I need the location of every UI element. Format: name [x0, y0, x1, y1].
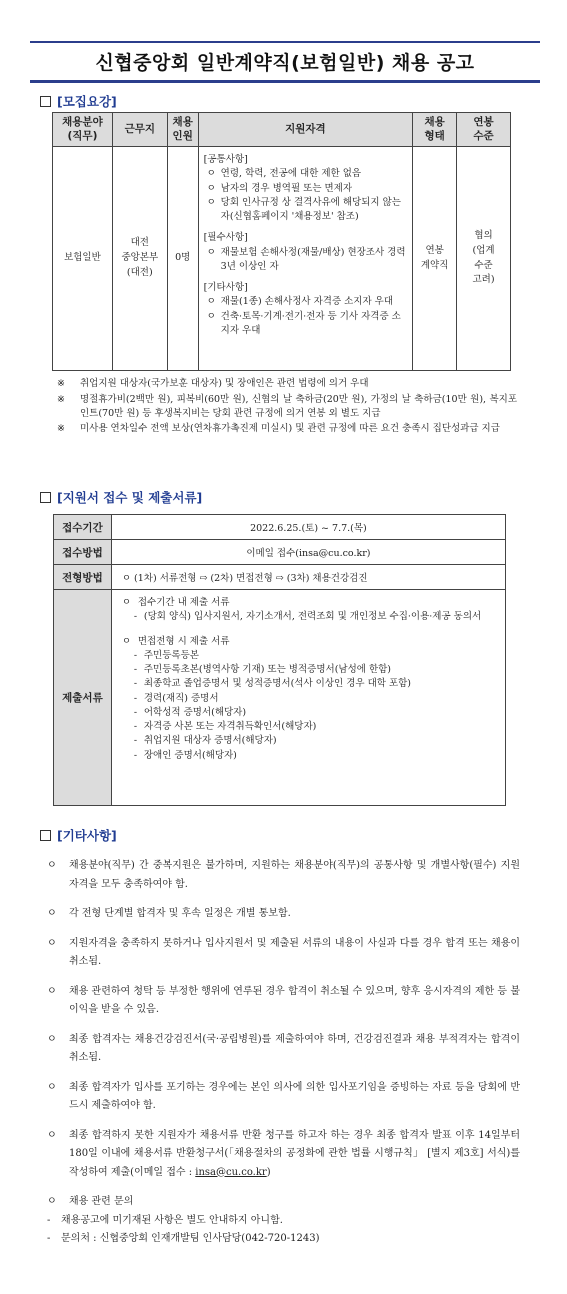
qual-group-required: [204, 231, 408, 274]
list-item: ㅇ 재물보험 손해사정(재물/배상) 현장조사 경력 3년 이상인 자: [206, 246, 406, 272]
label-process: 전형방법: [54, 565, 112, 590]
header-salary: 연봉 수준: [457, 113, 511, 147]
qual-group-other: [204, 281, 408, 338]
list-item: - 경력(재직) 증명서: [133, 692, 219, 704]
cell-headcount: 0명: [167, 147, 198, 371]
list-item: ㅇ 채용 관련하여 청탁 등 부정한 행위에 연루된 경우 합격이 취소될 수 있으며, 향후 응시자격의 제한 등 불이익을 받을 수 있음.: [47, 985, 520, 1015]
section-heading-recruitment: [40, 92, 117, 110]
cell-type: 연봉 계약직: [413, 147, 457, 371]
note-item: ※ 미사용 연차일수 전액 보상(연차휴가촉진제 미실시) 및 관련 규정에 따른 요건 충족시 집단성과급 지급: [57, 423, 500, 435]
list-item: ㅇ 건축·토목·기계·전기·전자 등 기사 자격증 소지자 우대: [206, 310, 401, 336]
list-item: ㅇ 각 전형 단계별 합격자 및 후속 일정은 개별 통보함.: [47, 908, 291, 919]
checkbox-square-icon: [40, 492, 51, 503]
section-heading-other: [40, 826, 117, 844]
email-link[interactable]: insa@cu.co.kr: [195, 1166, 267, 1178]
list-item: ㅇ 최종 합격자는 채용건강검진서(국·공립병원)를 제출하여야 하며, 건강검진결과 채용 부적격자는 합격이 취소됨.: [47, 1033, 520, 1063]
cell-qualification: [198, 147, 413, 371]
cell-location: 대전 중앙본부 (대전): [112, 147, 167, 371]
list-item: ㅇ 당회 인사규정 상 결격사유에 해당되지 않는 자(신협홈페이지 '채용정보' 참조): [206, 196, 401, 222]
note-item: ※ 명절휴가비(2백만 원), 피복비(60만 원), 신협의 날 축하금(20만 원), 가정의 날 축하금(10만 원), 복지포인트(70만 원) 등 후생복지비는 당회 관련 규정에 의거 연봉 외 별도 지급: [57, 393, 517, 419]
header-location: 근무지: [112, 113, 167, 147]
checkbox-square-icon: [40, 830, 51, 841]
header-headcount: 채용 인원: [167, 113, 198, 147]
recruitment-table: [52, 112, 511, 371]
list-item: - 자격증 사본 또는 자격취득확인서(해당자): [133, 721, 317, 732]
list-item-inquiry: ㅇ 채용 관련 문의: [47, 1196, 134, 1207]
table-row-docs: [54, 590, 506, 806]
list-item: - 장애인 증명서(해당자): [133, 749, 237, 761]
table-row-method: [54, 540, 506, 565]
other-items-list: [47, 857, 520, 1248]
qual-group-title: [공통사항]: [203, 154, 248, 165]
qual-group-common: [204, 153, 408, 224]
qual-group-title: [기타사항]: [203, 282, 248, 293]
section-heading-text: [기타사항]: [57, 828, 117, 843]
label-docs: 제출서류: [54, 590, 112, 806]
label-method: 접수방법: [54, 540, 112, 565]
header-field: 채용분야 (직무): [53, 113, 113, 147]
cell-salary: 협의 (업계 수준 고려): [457, 147, 511, 371]
list-item: - 문의처 : 신협중앙회 인재개발팀 인사담당(042-720-1243): [47, 1232, 320, 1244]
value-process: ㅇ (1차) 서류전형 ⇨ (2차) 면접전형 ⇨ (3차) 채용건강검진: [111, 565, 505, 590]
return-request-text: 최종 합격하지 못한 지원자가 채용서류 반환 청구를 하고자 하는 경우 최종 합격자 발표 이후 14일부터 180일 이내에 채용서류 반환청구서(「채용절차의 공정화에 관한 법률 시행규칙」 [별지 제3호] 서식)를 작성하여 제출(이메일 접수 :: [69, 1129, 520, 1178]
value-docs: [111, 590, 505, 806]
list-item: - 최종학교 졸업증명서 및 성적증명서(석사 이상인 경우 대학 포함): [133, 678, 412, 690]
recruitment-notes: [57, 377, 517, 438]
table-row-period: [54, 515, 506, 540]
list-item: ㅇ 최종 합격자가 입사를 포기하는 경우에는 본인 의사에 의한 입사포기임을 증빙하는 자료 등을 당회에 반드시 제출하여야 함.: [47, 1081, 520, 1111]
title-block: [30, 41, 540, 83]
list-item-return-request: ㅇ 최종 합격하지 못한 지원자가 채용서류 반환 청구를 하고자 하는 경우 최종 합격자 발표 이후 14일부터 180일 이내에 채용서류 반환청구서(「채용절차의 공정화에 관한 법률 시행규칙」 [별지 제3호] 서식)를 작성하여 제출(이메일 접수 : insa@cu.co.kr): [47, 1129, 520, 1178]
list-item: - 주민등록등본: [133, 649, 199, 661]
docs-group-title: ㅇ 면접전형 시 제출 서류: [121, 635, 230, 647]
section-heading-text: [모집요강]: [57, 94, 117, 109]
table-row: [53, 147, 511, 371]
application-table: [53, 514, 506, 806]
section-heading-application: [40, 488, 202, 506]
value-method: 이메일 접수(insa@cu.co.kr): [111, 540, 505, 565]
header-qualification: 지원자격: [198, 113, 413, 147]
title-bottom-rule: [30, 80, 540, 83]
docs-group-title: ㅇ 접수기간 내 제출 서류: [121, 597, 230, 608]
page-title: 신협중앙회 일반계약직(보험일반) 채용 공고: [95, 52, 475, 74]
list-item: ㅇ 남자의 경우 병역필 또는 면제자: [206, 182, 353, 194]
label-period: 접수기간: [54, 515, 112, 540]
list-item: ㅇ 채용분야(직무) 간 중복지원은 불가하며, 지원하는 채용분야(직무)의 공통사항 및 개별사항(필수) 지원자격을 모두 충족하여야 함.: [47, 860, 520, 890]
qual-group-title: [필수사항]: [203, 232, 248, 244]
checkbox-square-icon: [40, 96, 51, 107]
note-item: ※ 취업지원 대상자(국가보훈 대상자) 및 장애인은 관련 법령에 의거 우대: [57, 378, 369, 389]
list-item: ㅇ 연령, 학력, 전공에 대한 제한 없음: [206, 168, 362, 180]
list-item: ㅇ 지원자격을 충족하지 못하거나 입사지원서 및 제출된 서류의 내용이 사실과 다를 경우 합격 또는 채용이 취소됨.: [47, 937, 520, 967]
value-period: 2022.6.25.(토) ~ 7.7.(목): [111, 515, 505, 540]
cell-field: 보험일반: [53, 147, 113, 371]
list-item: - 어학성적 증명서(해당자): [133, 706, 247, 718]
list-item: ㅇ 재물(1종) 손해사정사 자격증 소지자 우대: [206, 296, 394, 308]
list-item: - 채용공고에 미기재된 사항은 별도 안내하지 아니함.: [47, 1214, 283, 1226]
list-item: - (당회 양식) 입사지원서, 자기소개서, 전력조회 및 개인정보 수집·이용·제공 동의서: [133, 611, 482, 623]
header-type: 채용 형태: [413, 113, 457, 147]
list-item: - 주민등록초본(병역사항 기재) 또는 병적증명서(남성에 한함): [133, 664, 392, 675]
table-header-row: [53, 113, 511, 147]
table-row-process: [54, 565, 506, 590]
section-heading-text: [지원서 접수 및 제출서류]: [57, 490, 203, 505]
list-item: - 취업지원 대상자 증명서(해당자): [133, 735, 277, 747]
